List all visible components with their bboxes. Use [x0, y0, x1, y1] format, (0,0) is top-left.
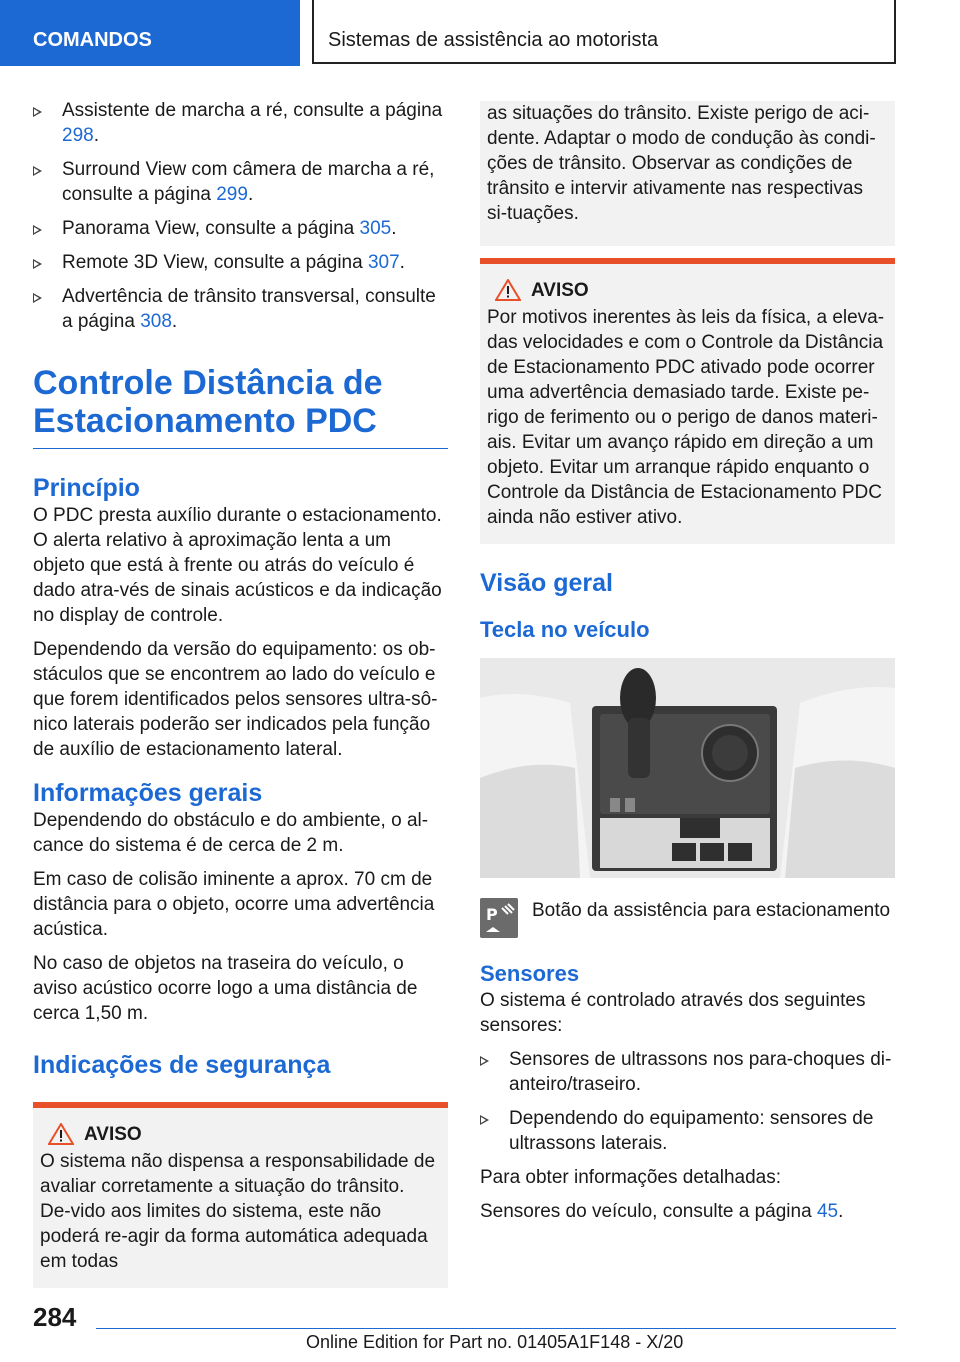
warning-text: Por motivos inerentes às leis da física, a eleva-das velocidades e com o Controle da Distância de Estacionamento PDC ativado pode ocorrer uma advertência demasiado tarde. Existe pe-rigo de ferimento ou o perigo de danos materi-ais. Evitar um avanço rápido em direção a um objeto. Evitar um arranque rápido enquanto o Controle da Distância de Estacionamento PDC ainda não estiver ativo. [487, 307, 885, 528]
page-header [0, 0, 960, 66]
principle-paragraph-2: Dependendo da versão do equipamento: os ob-stáculos que se encontrem ao lado do veículo e que forem identificados pelos sensores ultra-sô-nico laterais poderão ser indicados pela função de auxílio de estacionamento lateral. [33, 639, 438, 760]
list-item: Assistente de marcha a ré, consulte a página 298. [33, 98, 448, 148]
list-item: Remote 3D View, consulte a página 307. [33, 250, 448, 275]
vehicle-button-heading: Tecla no veículo [480, 617, 650, 642]
warning-triangle-icon [48, 1123, 74, 1145]
page-link[interactable]: 45 [816, 1201, 839, 1222]
general-info-paragraph-3: No caso de objetos na traseira do veículo, o aviso acústico ocorre logo a uma distância de cerca 1,50 m. [33, 953, 418, 1024]
principle-heading: Princípio [33, 474, 140, 502]
warning-box [480, 258, 895, 544]
warning-box [33, 1102, 448, 1288]
page-link[interactable]: 307 [367, 252, 400, 273]
sensors-heading: Sensores [480, 961, 580, 986]
center-console-illustration [480, 658, 895, 878]
bullet-triangle-icon [33, 293, 42, 303]
list-item: Advertência de trânsito transversal, consulte a página 308. [33, 284, 448, 334]
section-tab: COMANDOS [0, 0, 300, 66]
bullet-triangle-icon [33, 259, 42, 269]
page-link[interactable]: 299 [216, 184, 248, 205]
chapter-title: Sistemas de assistência ao motorista [312, 0, 896, 64]
bullet-triangle-icon [33, 166, 42, 176]
edition-info: Online Edition for Part no. 01405A1F148 - X/20 [306, 1332, 684, 1352]
svg-text:P: P [486, 905, 498, 924]
bullet-triangle-icon [480, 1056, 489, 1066]
overview-heading: Visão geral [480, 569, 613, 597]
page-link[interactable]: 305 [359, 218, 392, 239]
center-console-photo [480, 658, 895, 878]
bullet-triangle-icon [33, 225, 42, 235]
bullet-triangle-icon [33, 107, 42, 117]
sensors-list [480, 1047, 895, 1156]
safety-heading: Indicações de segurança [33, 1051, 331, 1079]
page-link[interactable]: 298 [62, 125, 94, 146]
list-item: Surround View com câmera de marcha a ré, consulte a página 299. [33, 157, 448, 207]
general-info-paragraph-1: Dependendo do obstáculo e do ambiente, o al-cance do sistema é de cerca de 2 m. [33, 810, 429, 856]
warning-title: AVISO [40, 1122, 440, 1147]
sensors-reference: Sensores do veículo, consulte a página 45. [480, 1201, 844, 1222]
warning-title: AVISO [487, 278, 887, 303]
warning-continuation [480, 101, 895, 246]
footer-divider [96, 1328, 896, 1329]
list-item: Dependendo do equipamento: sensores de ultrassons laterais. [480, 1106, 895, 1156]
general-info-paragraph-2: Em caso de colisão iminente a aprox. 70 cm de distância para o objeto, ocorre uma advertência acústica. [33, 869, 435, 940]
warning-triangle-icon [495, 279, 521, 301]
photo-caption: P Botão da assistência para estacionamento [480, 898, 895, 938]
bullet-triangle-icon [480, 1115, 489, 1125]
warning-text: O sistema não dispensa a responsabilidade de avaliar corretamente a situação do trânsito. De-vido aos limites do sistema, este não poderá re-agir da forma automática adequada em todas [40, 1151, 436, 1272]
page-link[interactable]: 308 [140, 311, 172, 332]
more-info-text: Para obter informações detalhadas: [480, 1167, 782, 1188]
list-item: Panorama View, consulte a página 305. [33, 216, 448, 241]
cross-reference-list [33, 98, 448, 334]
principle-paragraph-1: O PDC presta auxílio durante o estacionamento. O alerta relativo à aproximação lenta a um objeto que está à frente ou atrás do veículo é dado atra-vés de sinais acústicos e da indicação no display de controle. [33, 505, 442, 626]
parking-assist-icon [480, 898, 518, 938]
warning-continuation-text: as situações do trânsito. Existe perigo de aci-dente. Adaptar o modo de condução às condi-ções de trânsito. Observar as condições de trânsito e intervir ativamente nas respectivas si-tuações. [487, 103, 876, 224]
page-title: Controle Distância de Estacionamento PDC [33, 364, 448, 449]
page-number: 284 [33, 1302, 77, 1332]
list-item: Sensores de ultrassons nos para-choques di-anteiro/traseiro. [480, 1047, 895, 1097]
right-column [480, 101, 895, 1224]
left-column [33, 98, 448, 1288]
general-info-heading: Informações gerais [33, 779, 263, 807]
sensors-intro: O sistema é controlado através dos seguintes sensores: [480, 990, 866, 1036]
